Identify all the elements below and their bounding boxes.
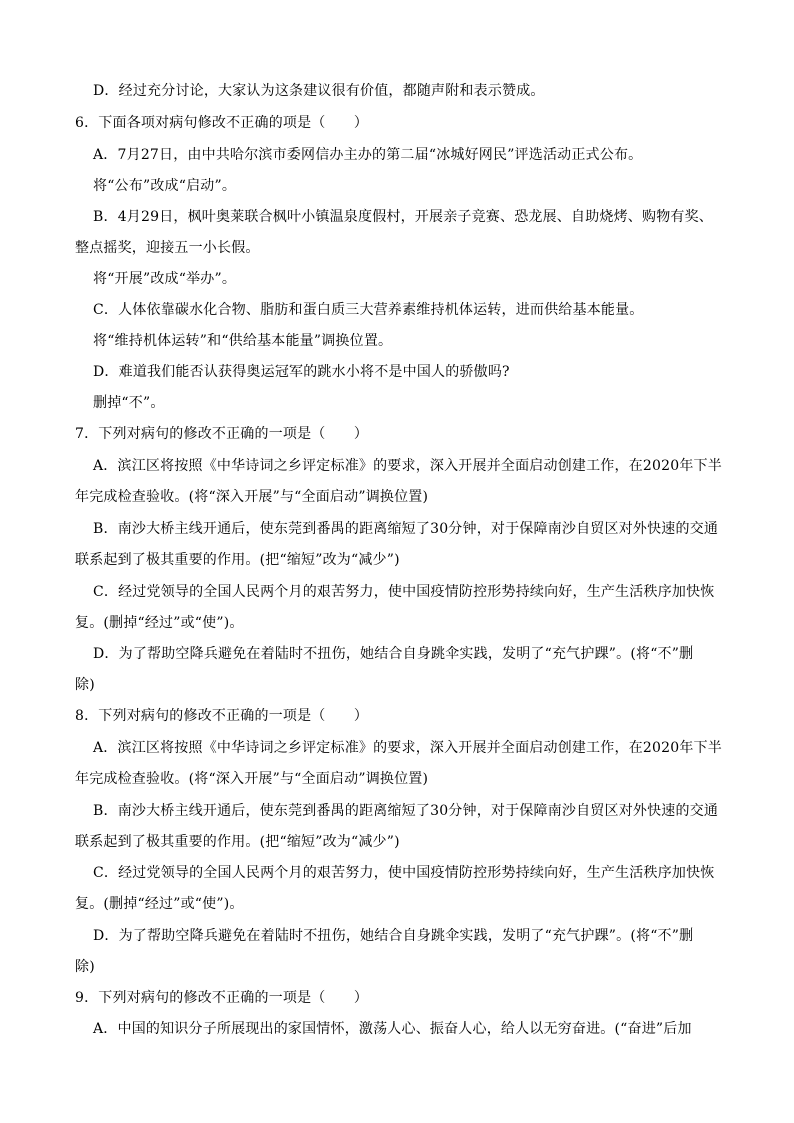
- option-c-q8: C．经过党领导的全国人民两个月的艰苦努力，使中国疫情防控形势持续向好，生产生活秩序加快恢: [93, 865, 715, 881]
- option-b-q7: B．南沙大桥主线开通后，使东莞到番禺的距离缩短了30分钟，对于保障南沙自贸区对外快速的交通: [93, 521, 719, 537]
- question-7-stem: 7．下列对病句的修改不正确的一项是（ ）: [75, 426, 369, 442]
- question-9-stem: 9．下列对病句的修改不正确的一项是（ ）: [75, 990, 369, 1006]
- option-b-q6-cont: 整点摇奖，迎接五一小长假。: [75, 240, 260, 256]
- revision-b-q6: 将“开展”改成“举办”。: [93, 271, 237, 287]
- option-b-q8-cont: 联系起到了极其重要的作用。(把“缩短”改为“减少”): [75, 834, 400, 850]
- option-a-q8-cont: 年完成检查验收。(将“深入开展”与“全面启动”调换位置): [75, 771, 429, 787]
- option-c-q8-cont: 复。(删掉“经过”或“使”)。: [75, 896, 244, 912]
- option-b-q6: B．4月29日，枫叶奥莱联合枫叶小镇温泉度假村，开展亲子竞赛、恐龙展、自助烧烤、购物有奖、: [93, 209, 714, 225]
- option-c-q7-cont: 复。(删掉“经过”或“使”)。: [75, 615, 244, 631]
- option-a-q8: A．滨江区将按照《中华诗词之乡评定标准》的要求，深入开展并全面启动创建工作，在2020年下半: [93, 740, 722, 756]
- option-b-q7-cont: 联系起到了极其重要的作用。(把“缩短”改为“减少”): [75, 552, 400, 568]
- option-a-q7-cont: 年完成检查验收。(将“深入开展”与“全面启动”调换位置): [75, 489, 429, 505]
- option-a-q9: A．中国的知识分子所展现出的家国情怀，激荡人心、振奋人心，给人以无穷奋进。(“奋进”后加: [93, 1021, 692, 1037]
- option-d-q5: D．经过充分讨论，大家认为这条建议很有价值，都随声附和表示赞成。: [93, 83, 545, 99]
- option-c-q6: C．人体依靠碳水化合物、脂肪和蛋白质三大营养素维持机体运转，进而供给基本能量。: [93, 302, 644, 318]
- revision-c-q6: 将“维持机体运转”和“供给基本能量”调换位置。: [93, 333, 393, 349]
- option-d-q6: D．难道我们能否认获得奥运冠军的跳水小将不是中国人的骄傲吗?: [93, 364, 510, 380]
- revision-d-q6: 删掉“不”。: [93, 395, 165, 411]
- option-c-q7: C．经过党领导的全国人民两个月的艰苦努力，使中国疫情防控形势持续向好，生产生活秩序加快恢: [93, 584, 715, 600]
- revision-a-q6: 将“公布”改成“启动”。: [93, 178, 237, 194]
- question-8-stem: 8．下列对病句的修改不正确的一项是（ ）: [75, 708, 369, 724]
- option-d-q8-cont: 除): [75, 959, 95, 975]
- option-a-q7: A．滨江区将按照《中华诗词之乡评定标准》的要求，深入开展并全面启动创建工作，在2020年下半: [93, 458, 722, 474]
- option-b-q8: B．南沙大桥主线开通后，使东莞到番禺的距离缩短了30分钟，对于保障南沙自贸区对外快速的交通: [93, 803, 719, 819]
- option-d-q7-cont: 除): [75, 677, 95, 693]
- option-a-q6: A．7月27日，由中共哈尔滨市委网信办主办的第二届“冰城好网民”评选活动正式公布。: [93, 147, 643, 163]
- option-d-q7: D．为了帮助空降兵避免在着陆时不扭伤，她结合自身跳伞实践，发明了“充气护踝”。(将“不”删: [93, 646, 694, 662]
- option-d-q8: D．为了帮助空降兵避免在着陆时不扭伤，她结合自身跳伞实践，发明了“充气护踝”。(将“不”删: [93, 928, 694, 944]
- question-6-stem: 6．下面各项对病句修改不正确的项是（ ）: [75, 115, 369, 131]
